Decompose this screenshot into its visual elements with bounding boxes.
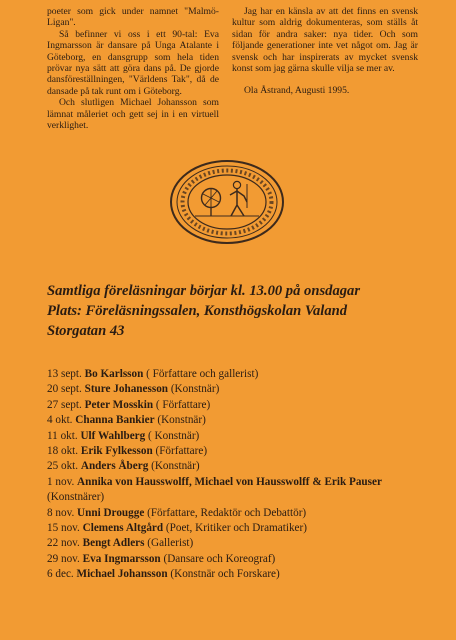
lecturer-role: (Gallerist) [147, 537, 194, 550]
lecture-item [47, 398, 432, 413]
lecture-date: 27 sept. [47, 398, 82, 411]
lecture-date: 4 okt. [47, 414, 73, 427]
lecturer-name: Bengt Adlers [82, 537, 145, 550]
lecturer-name: Erik Fylkesson [80, 445, 153, 458]
lecture-item [47, 536, 432, 551]
lecture-date: 29 nov. [47, 552, 80, 565]
seal-emblem-icon [167, 158, 287, 246]
lecturer-role: (Poet, Kritiker och Dramatiker) [165, 522, 307, 535]
lecturer-name: Eva Ingmarsson [82, 552, 161, 565]
lecturer-name: Bo Karlsson [84, 368, 144, 380]
lecturer-name: Ulf Wahlberg [80, 429, 146, 442]
lecture-date: 6 dec. [47, 568, 74, 581]
lecture-date: 20 sept. [47, 383, 82, 396]
lecturer-name: Annika von Hausswolff, Michael von Hausswolff & Erik Pauser [77, 475, 382, 488]
lecture-item [47, 444, 432, 459]
lecturer-role: ( Konstnär) [148, 429, 200, 442]
lecturer-name: Peter Mosskin [84, 398, 154, 411]
lecturer-name: Anders Åberg [80, 460, 149, 473]
lecturer-role: (Konstnär) [151, 460, 200, 473]
lecture-item [47, 521, 432, 536]
lecture-date: 1 nov. [47, 475, 75, 488]
lecturer-role: (Författare) [155, 445, 208, 458]
lecture-date: 15 nov. [47, 522, 80, 535]
schedule-header [47, 281, 442, 341]
lecturer-role: (Författare, Redaktör och Debattör) [147, 506, 307, 519]
lecture-item [47, 429, 432, 444]
lecturer-name: Channa Bankier [75, 414, 155, 427]
lecturer-role: (Konstnär) [157, 414, 206, 427]
lecture-date: 18 okt. [47, 445, 79, 458]
lecture-date: 11 okt. [47, 429, 78, 442]
lecturer-role: (Konstnär) [170, 383, 220, 396]
lecture-date: 22 nov. [47, 537, 80, 550]
signature: Ola Åstrand, Augusti 1995. [244, 85, 350, 97]
lecturer-role: (Konstnär och Forskare) [170, 568, 280, 581]
lecture-item [47, 459, 432, 474]
left-paragraph-1: poeter som gick under namnet "Malmö-Ligan". [47, 6, 219, 29]
lecture-item [47, 567, 432, 582]
lecturer-name: Unni Drougge [77, 506, 145, 519]
right-paragraph: Jag har en känsla av att det finns en svensk kultur som aldrig dokumenteras, som ställs åt sidan för andra saker: nya tider. Och som följande generationer inte vet något om. Jag är svensk och har inspirerats av mycket svensk konst som jag gärna skulle vilja se mer av. [232, 6, 418, 75]
lecturer-role: ( Författare och gallerist) [146, 368, 259, 380]
left-paragraph-3: Och slutligen Michael Johansson som lämnat måleriet och gett sej in i en virtuell verklighet. [47, 97, 219, 132]
schedule-address: Storgatan 43 [47, 323, 125, 339]
schedule-time: Samtliga föreläsningar börjar kl. 13.00 på onsdagar [47, 283, 361, 299]
schedule-location: Plats: Föreläsningssalen, Konsthögskolan Valand [47, 303, 348, 319]
lecture-item [47, 475, 432, 506]
left-text-column [47, 6, 219, 131]
lecturer-role: ( Författare) [155, 398, 211, 411]
lecturer-name: Michael Johansson [76, 568, 168, 581]
lecturer-role: (Dansare och Koreograf) [163, 552, 276, 565]
right-text-column [232, 6, 418, 97]
lecture-item [47, 413, 432, 428]
lecture-item [47, 367, 432, 382]
lecture-date: 25 okt. [47, 460, 79, 473]
left-paragraph-2: Så befinner vi oss i ett 90-tal: Eva Ingmarsson är dansare på Unga Atalante i Göteborg, en dansgrupp som hela tiden prövar nya sätt att göra dans på. De gjorde dansföreställningen, "Världens Tak", då de dansade på tak runt om i Göteborg. [47, 28, 219, 97]
lecturer-name: Clemens Altgård [82, 522, 164, 535]
lecture-item [47, 552, 432, 567]
lecture-date: 13 sept. [47, 368, 82, 380]
lecturer-name: Sture Johanesson [84, 383, 169, 396]
lecture-item [47, 506, 432, 521]
lecture-list [47, 367, 432, 583]
lecture-item [47, 382, 432, 397]
lecturer-role: (Konstnärer) [47, 491, 105, 504]
lecture-date: 8 nov. [47, 506, 75, 519]
